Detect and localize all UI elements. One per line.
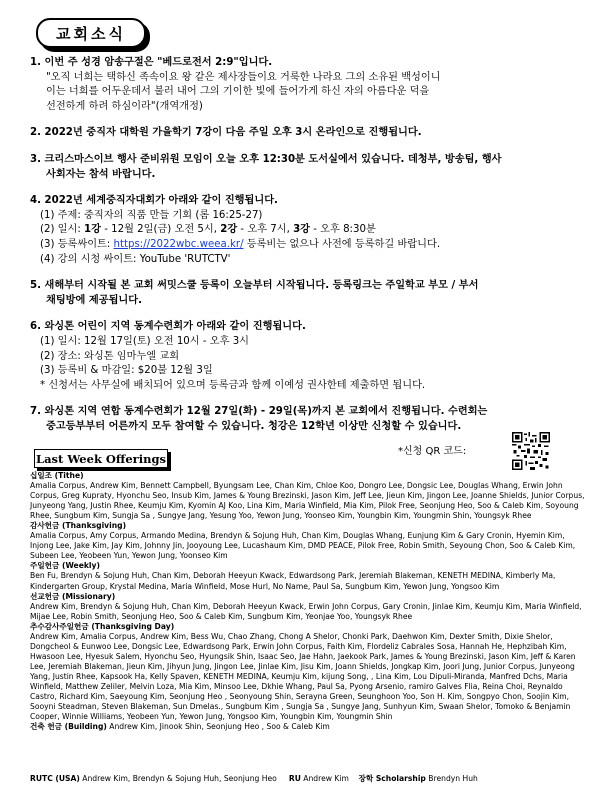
notice-heading: 와싱톤 어린이 지역 동계수련회가 아래와 같이 진행됩니다.	[44, 321, 306, 333]
verse-line: "오직 너희는 택하신 족속이요 왕 같은 제사장들이요 거룩한 나라요 그의 소유된 백성이니	[46, 71, 441, 83]
item-text: (2) 일시:	[40, 224, 85, 236]
offerings-list	[30, 471, 586, 732]
notice-line: 중고등부부터 어른까지 모두 참여할 수 있습니다. 청강은 12학년 이상만 신청할 수 있습니다.	[46, 420, 462, 432]
notice-num: 4.	[30, 195, 41, 207]
notice-line: 사회자는 참석 바랍니다.	[46, 168, 156, 180]
notice-item: (2) 장소: 와싱톤 임마누엘 교회	[40, 350, 180, 362]
offering-building	[30, 722, 586, 732]
registration-link[interactable]: https://2022wbc.weea.kr/	[113, 238, 244, 250]
offering-names: Andrew Kim, Amalia Corpus, Andrew Kim, Bess Wu, Chao Zhang, Chong A Shelor, Chonki Park, Daehwon Kim, Dexter Smith, Dixie Shelor, Dongcheol & Eunwoo Lee, Dongsic Lee, Edwardsong Park, Erwin John Corpus, Faith Kim, Flordeliz Cabrales Sosa, Hannah He, Hephzibah Kim, Hwasoon Lee, Hyesuk Salem, Hyonchu Seo, Hyungsik Shin, Isaac Seo, Jae Hahn, Jaekook Park, James & Young Brezinski, Jason Kim, Jeff & Karen Lee, Jeremiah Blakeman, Jieun Kim, Jihyun Jung, Jingon Lee, Jinlae Kim, Jisu Kim, Joann Shields, Jongkap Kim, Joori Jung, Junior Corpus, Junyeong Yang, Justin Rhee, Kapsook Ha, Kelly Spaven, KENETH MEDINA, Keumju Kim, kijung Song, , Lina Kim, Lou Dipuli-Miranda, Manfred Dchs, Maria Winfield, Matthew Zeliler, Melvin Loza, Mia Kim, Minsoo Lee, Dkhie Whang, Paul Sa, Pyong Arsenio, ramiro Galves Flia, Reina Choi, Reynaldo Castro, Richard Kim, Saeyoung Kim, Seonjung Heo , Seonyoung Shin, Serayna Green, Seunghoon Yoo, Son H. Kim, Songpyo Chon, Soojin Kim, Sooyni Steadman, Steven Blakeman, Sun Dmelas., Sungbum Kim , Sungja Sa , Sungye Jang, Sunhyun Kim, Swaan Shelor, Tomoko & Benjamin Cooper, Winnie Williams, Yeobeen Yun, Yewon Jung, Yongsoo Kim, Youngbin Kim, Youngmin Shin	[30, 631, 576, 722]
session-label: 3강	[293, 224, 310, 236]
verse-line: 선전하게 하려 하심이라"(개역개정)	[46, 100, 203, 112]
rutc-label: RUTC (USA)	[30, 774, 80, 783]
rutc-names: Andrew Kim, Brendyn & Sojung Huh, Seonjung Heo	[82, 774, 277, 783]
scholarship-names: Brendyn Huh	[428, 774, 478, 783]
offering-category: 십일조 (Tithe)	[30, 471, 84, 480]
notice-item: (3) 등록비 & 마감일: $20불 12월 3일	[40, 365, 213, 377]
item-text: - 오후 8:30분	[310, 224, 376, 236]
notice-item: (1) 일시: 12월 17일(토) 오전 10시 - 오후 3시	[40, 335, 250, 347]
notice-num: 3.	[30, 153, 41, 165]
notice-item: (1) 주제: 중직자의 직품 만들 기회 (롬 16:25-27)	[40, 209, 263, 221]
notice-list	[30, 56, 586, 446]
notice-6	[30, 320, 586, 393]
notice-num: 7.	[30, 406, 41, 418]
scholarship-label: 장학 Scholarship	[358, 774, 426, 783]
offering-names: Andrew Kim, Jinook Shin, Seonjung Heo , Soo & Caleb Kim	[109, 722, 330, 732]
offering-category: 추수감사주일헌금 (Thanksgiving Day)	[30, 621, 175, 631]
notice-5	[30, 279, 586, 308]
notice-3	[30, 153, 586, 182]
notice-num: 5.	[30, 280, 41, 292]
page-title-text: 교회소식	[56, 24, 126, 43]
offering-category: 선교헌금 (Missionary)	[30, 591, 116, 601]
qr-code-icon[interactable]	[512, 432, 550, 470]
offerings-title	[34, 449, 168, 468]
notice-heading: 새해부터 시작될 본 교회 써밋스쿨 등록이 오늘부터 시작됩니다. 등록링크는 주일학교 부모 / 부서	[44, 280, 479, 292]
page-title	[36, 18, 146, 48]
notice-heading: 2022년 중직자 대학원 가을학기 7강이 다음 주일 오후 3시 온라인으로 진행됩니다.	[44, 127, 422, 139]
offerings-title-text: Last Week Offerings	[36, 451, 166, 466]
notice-item	[30, 223, 586, 238]
item-text: 등록비는 없으나 사전에 등록하길 바랍니다.	[243, 238, 441, 250]
notice-heading: 와싱톤 지역 연합 동계수련회가 12월 27일(화) - 29일(목)까지 본 교회에서 진행됩니다. 수련회는	[44, 406, 488, 418]
offering-names: Ben Fu, Brendyn & Sojung Huh, Chan Kim, Deborah Heeyun Kwack, Edwardsong Park, Jeremiah Blakeman, KENETH MEDINA, Kimberly Ma, Kindergarten Group, Krystal Medina, Maria Winfield, Mose Hurl, No Name, Paul Sa, Sungbum Kim, Yewon Jung, Yongsoo Kim	[30, 571, 556, 591]
session-label: 1강	[84, 224, 101, 236]
ru-names: Andrew Kim	[303, 774, 349, 783]
notice-item	[30, 238, 586, 253]
offering-category: 건축 헌금 (Building)	[30, 722, 107, 732]
notice-7	[30, 405, 586, 434]
notice-heading: 크리스마스이브 행사 준비위원 모임이 오늘 오후 12:30분 도서실에서 있습니다. 데청부, 방송팀, 행사	[44, 153, 502, 165]
notice-4	[30, 194, 586, 267]
notice-item: (4) 강의 시청 싸이트: YouTube 'RUTCTV'	[40, 253, 231, 265]
qr-label: *신청 QR 코드:	[398, 446, 467, 457]
item-text: - 오후 7시,	[237, 224, 294, 236]
notice-num: 2.	[30, 127, 41, 139]
offerings-footer	[30, 774, 590, 784]
notice-heading: 이번 주 성경 암송구절은 "베드로전서 2:9"입니다.	[44, 57, 273, 68]
offering-category: 주일헌금 (Weekly)	[30, 561, 100, 571]
item-text: - 12월 2일(금) 오전 5시,	[100, 224, 221, 236]
notice-item: * 신청서는 사무실에 배치되어 있으며 등록금과 함께 이예성 권사한테 제출하면 됩니다.	[40, 379, 426, 391]
notice-line: 채팅방에 제공됩니다.	[46, 294, 142, 306]
item-text: (3) 등록싸이트:	[40, 238, 114, 250]
notice-heading: 2022년 세계중직자대회가 아래와 같이 진행됩니다.	[44, 195, 278, 207]
offering-names: Amalia Corpus, Andrew Kim, Bennett Campbell, Byungsam Lee, Chan Kim, Chloe Koo, Dongro Lee, Dongsic Lee, Douglas Whang, Erwin John Corpus, Greg Kupraty, Hyonchu Seo, Insub Kim, James & Young Brezinski, Jason Kim, Jeff Lee, Jieun Kim, Jingon Lee, Joanne Shields, Junior Corpus, Junyeong Yang, Justin Rhee, Keumju Kim, Kyomin AJ Koo, Lina Kim, Maria Winfield, Mia Kim, Pilok Free, Seonjung Heo, Soo & Caleb Kim, Soyoung Rhee, Sungbum Kim, Sungja Sa , Sungye Jang, Yesung Yoo, Yewon Jung, Yoonseo Kim, Youngbin Kim, Youngmin Shin, Youngsyk Rhee	[30, 481, 585, 521]
notice-num: 6.	[30, 321, 41, 333]
offering-names: Amalia Corpus, Amy Corpus, Armando Medina, Brendyn & Sojung Huh, Chan Kim, Douglas Whang, Eunjung Kim & Gary Cronin, Hyemin Kim, Injong Lee, Jake Kim, Jay Kim, Johnny Jin, Jooyoung Lee, Lucashaum Kim, DMD PEACE, Pilok Free, Robin Smith, Seyoung Chon, Soo & Caleb Kim, Subeen Lee, Yeobeen Yun, Yewon Jung, Yoonseo Kim	[30, 531, 576, 561]
notice-1	[30, 56, 586, 114]
notice-2	[30, 126, 586, 141]
notice-num: 1.	[30, 57, 41, 68]
offering-names: Andrew Kim, Brendyn & Sojung Huh, Chan Kim, Deborah Heeyun Kwack, Erwin John Corpus, Gary Cronin, Jinlae Kim, Keumju Kim, Maria Winfield, Mijae Lee, Robin Smith, Seonjung Heo, Soo & Caleb Kim, Sungbum Kim, Yeonjae Yoo, Youngsyk Rhee	[30, 601, 582, 621]
ru-label: RU	[288, 774, 301, 783]
offering-category: 감사헌금 (Thanksgiving)	[30, 521, 127, 531]
session-label: 2강	[220, 224, 238, 236]
verse-line: 이는 너희를 어두운데서 불러 내어 그의 기이한 빛에 들어가게 하신 자의 아름다운 덕을	[46, 86, 430, 98]
